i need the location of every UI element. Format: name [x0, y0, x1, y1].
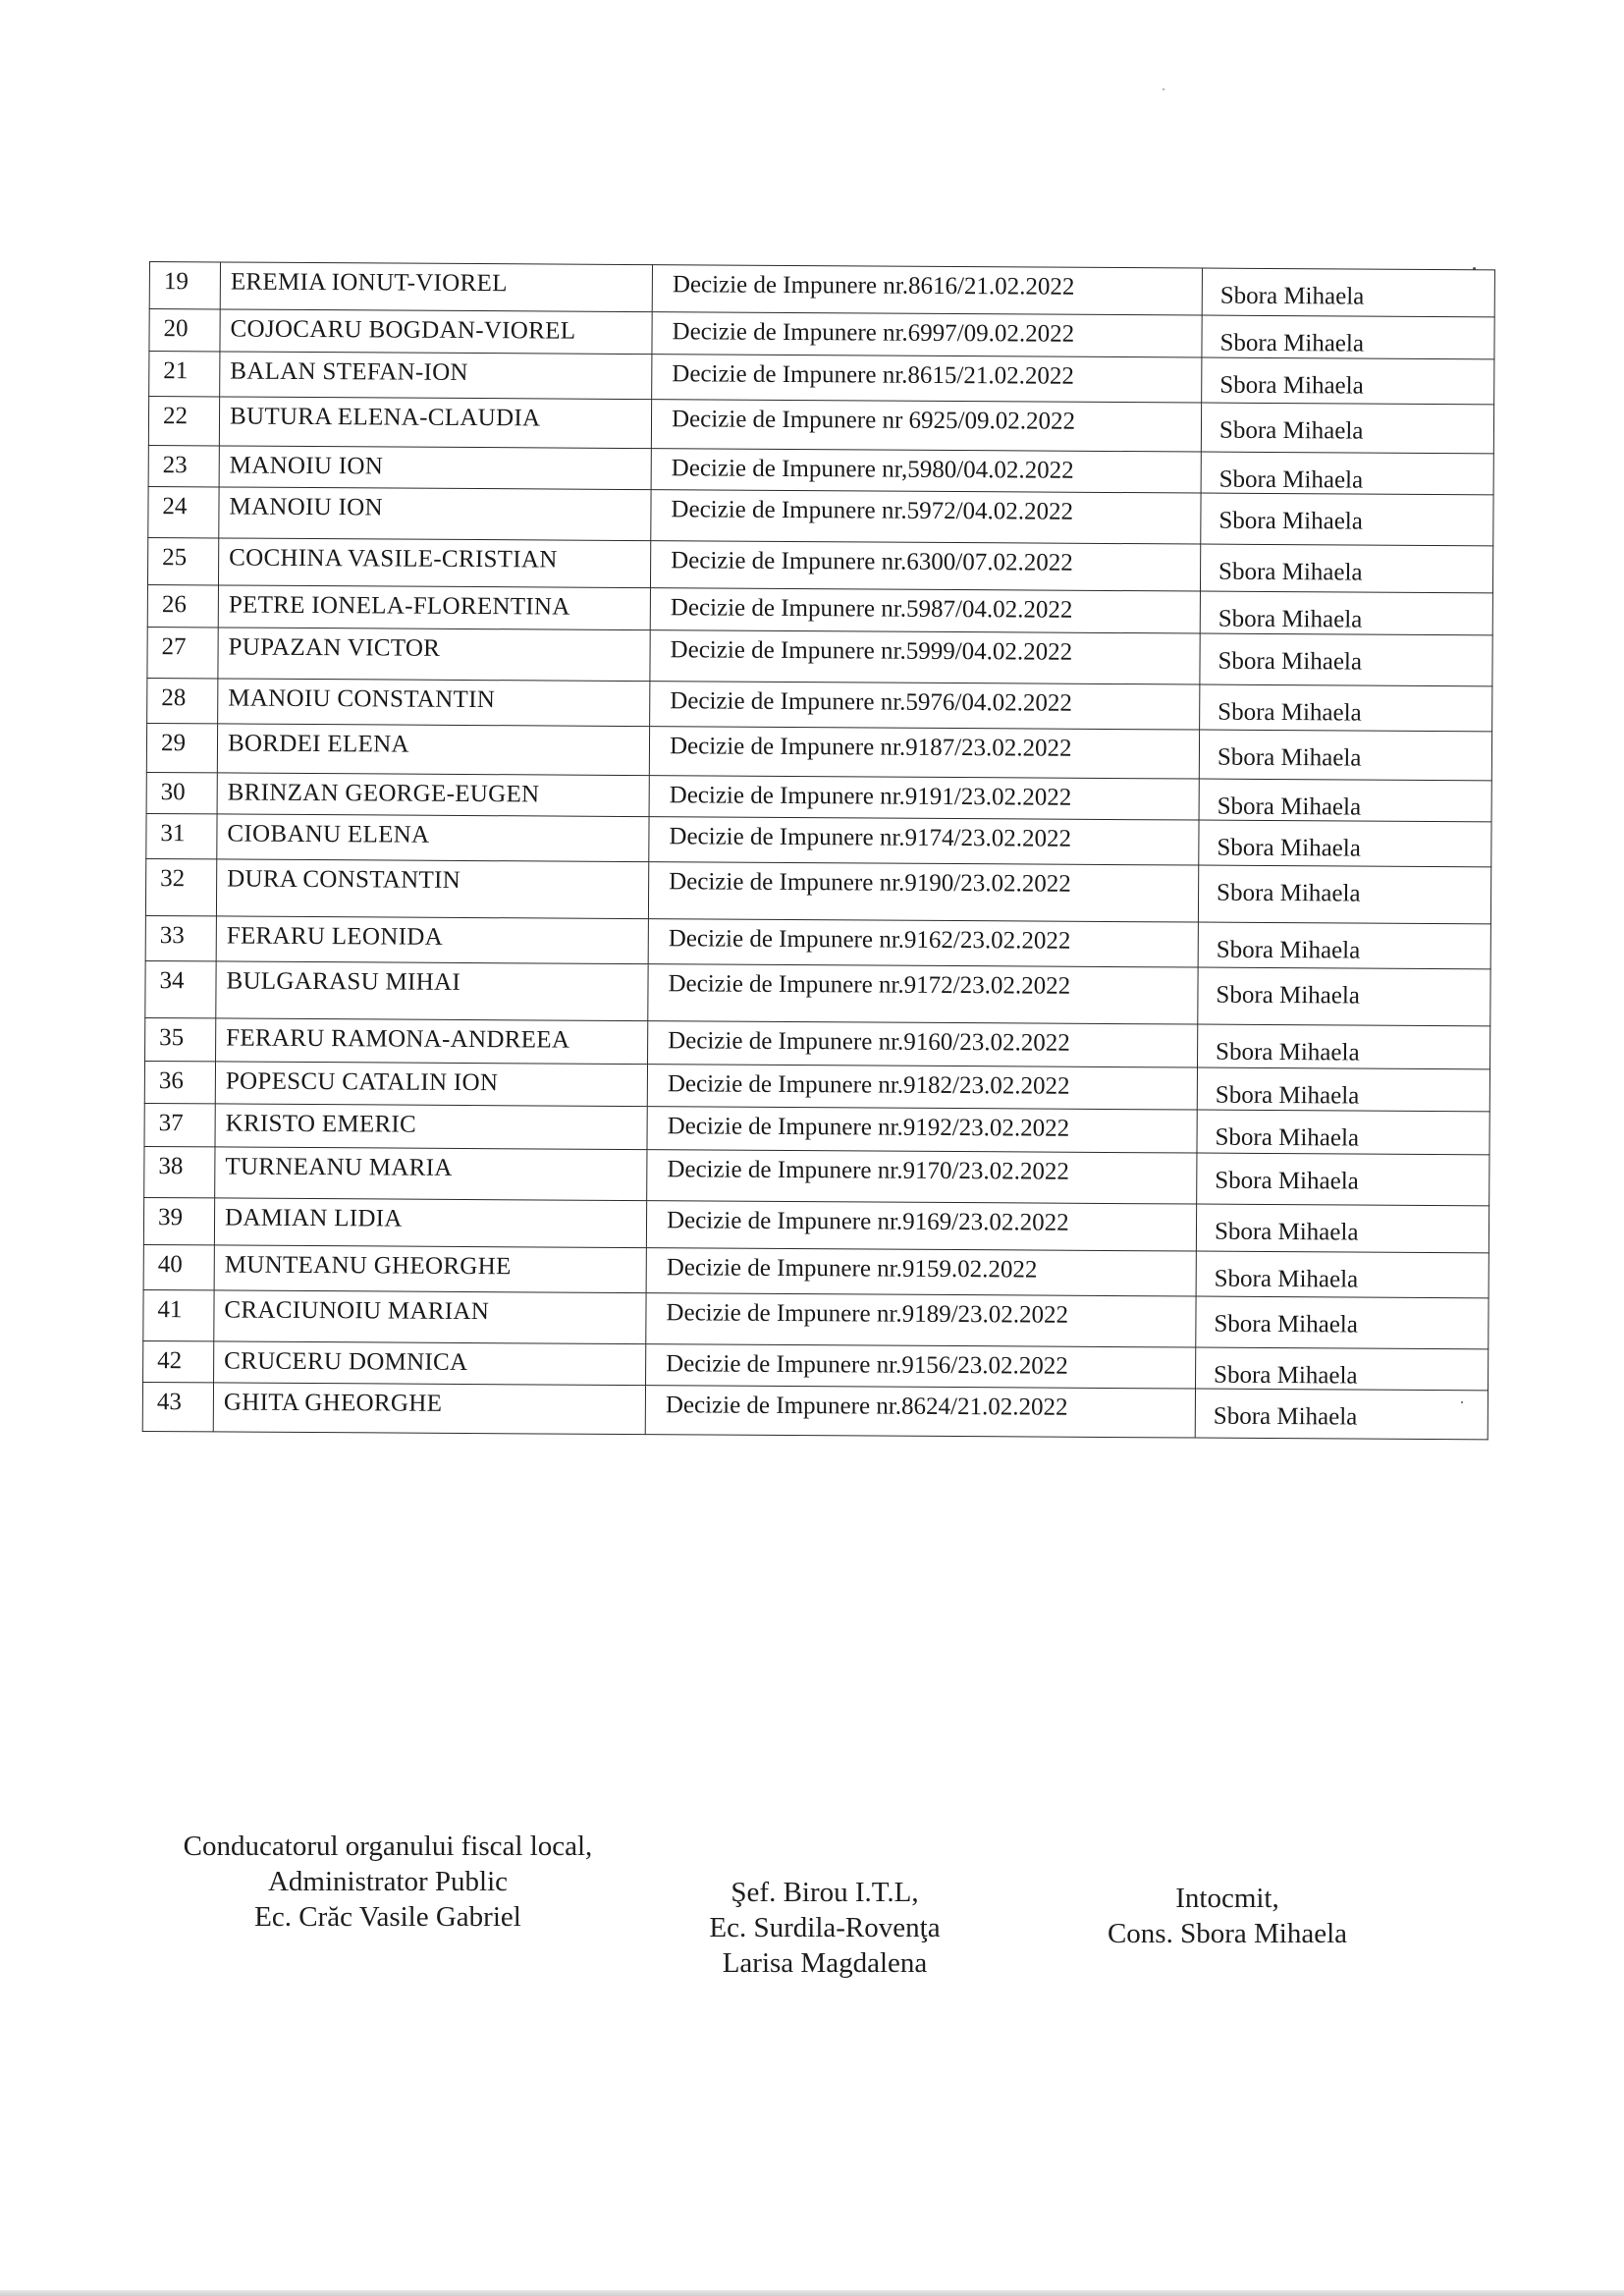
tax-decision-reference: Decizie de Impunere nr.9187/23.02.2022 [649, 726, 1199, 778]
tax-decision-reference: Decizie de Impunere nr.5976/04.02.2022 [650, 681, 1200, 729]
taxpayer-name: COJOCARU BOGDAN-VIOREL [220, 309, 652, 354]
inspector-name: Sbora Mihaela [1197, 1110, 1489, 1155]
tax-decision-reference: Decizie de Impunere nr.5987/04.02.2022 [650, 588, 1200, 633]
taxpayer-name: MUNTEANU GHEORGHE [214, 1244, 646, 1292]
inspector-name: Sbora Mihaela [1202, 268, 1494, 317]
scan-speck [1163, 88, 1164, 90]
taxpayer-name: TURNEANU MARIA [215, 1146, 647, 1200]
row-number: 29 [146, 723, 217, 772]
row-number: 31 [146, 813, 217, 858]
signature-person-name-cont: Larisa Magdalena [722, 1946, 928, 1979]
tax-decision-reference: Decizie de Impunere nr.8616/21.02.2022 [652, 265, 1202, 315]
records-table [142, 261, 1495, 1440]
inspector-name: Sbora Mihaela [1199, 779, 1491, 822]
tax-decision-reference: Decizie de Impunere nr.9182/23.02.2022 [647, 1065, 1197, 1110]
taxpayer-name: MANOIU CONSTANTIN [218, 678, 650, 726]
taxpayer-name: GHITA GHEORGHE [213, 1383, 645, 1435]
inspector-name: Sbora Mihaela [1198, 1024, 1490, 1069]
taxpayer-name: BULGARASU MIHAI [216, 961, 648, 1021]
table-row [147, 627, 1492, 685]
signature-person-name: Ec. Surdila-Rovenţa [709, 1911, 941, 1943]
table-row [147, 678, 1492, 731]
taxpayer-name: COCHINA VASILE-CRISTIAN [218, 538, 650, 588]
row-number: 22 [148, 396, 219, 445]
tax-decision-reference: Decizie de Impunere nr.9191/23.02.2022 [649, 775, 1199, 820]
tax-decision-reference: Decizie de Impunere nr.5972/04.02.2022 [651, 490, 1201, 544]
tax-decision-reference: Decizie de Impunere nr.5999/04.02.2022 [650, 629, 1200, 683]
inspector-name: Sbora Mihaela [1198, 922, 1490, 969]
table-row [145, 858, 1490, 923]
row-number: 23 [148, 445, 219, 487]
table-row [143, 1197, 1489, 1252]
taxpayer-name: KRISTO EMERIC [215, 1103, 647, 1149]
taxpayer-name: DURA CONSTANTIN [216, 859, 648, 919]
row-number: 26 [147, 584, 218, 627]
table-row [149, 351, 1494, 404]
table-row [143, 1244, 1489, 1297]
tax-decision-reference: Decizie de Impunere nr.9162/23.02.2022 [648, 919, 1198, 967]
tax-decision-reference: Decizie de Impunere nr.9160/23.02.2022 [648, 1021, 1198, 1067]
taxpayer-name: PUPAZAN VICTOR [218, 627, 650, 681]
signature-block-sef-birou [668, 1876, 982, 1982]
row-number: 32 [145, 858, 216, 915]
row-number: 28 [147, 678, 218, 723]
inspector-name: Sbora Mihaela [1198, 865, 1490, 924]
row-number: 38 [144, 1146, 215, 1197]
signature-title-line: Administrator Public [267, 1865, 509, 1897]
tax-decision-reference: Decizie de Impunere nr.9190/23.02.2022 [648, 862, 1198, 922]
signature-person-name: Cons. Sbora Mihaela [1107, 1917, 1348, 1949]
taxpayer-name: DAMIAN LIDIA [214, 1197, 646, 1247]
table-row [149, 262, 1494, 317]
taxpayer-name: CIOBANU ELENA [217, 814, 649, 862]
table-row [146, 813, 1491, 866]
tax-decision-reference: Decizie de Impunere nr.9172/23.02.2022 [648, 964, 1198, 1024]
inspector-name: Sbora Mihaela [1198, 967, 1490, 1026]
inspector-name: Sbora Mihaela [1196, 1347, 1489, 1391]
taxpayer-name: EREMIA IONUT-VIOREL [220, 262, 652, 312]
inspector-name: Sbora Mihaela [1201, 493, 1493, 546]
taxpayer-name: BRINZAN GEORGE-EUGEN [217, 772, 649, 816]
tax-decision-reference: Decizie de Impunere nr.9189/23.02.2022 [646, 1292, 1196, 1346]
row-number: 33 [145, 915, 216, 960]
row-number: 19 [149, 262, 220, 309]
taxpayer-name: MANOIU ION [219, 487, 651, 541]
inspector-name: Sbora Mihaela [1196, 1204, 1489, 1253]
signature-block-conducator [152, 1830, 623, 1936]
inspector-name: Sbora Mihaela [1196, 1251, 1489, 1298]
tax-decision-reference: Decizie de Impunere nr.6300/07.02.2022 [650, 541, 1200, 591]
table-row [144, 1146, 1489, 1205]
table-row [145, 960, 1490, 1025]
inspector-name: Sbora Mihaela [1197, 1153, 1489, 1206]
table-row [146, 723, 1491, 780]
table-row [148, 486, 1493, 545]
taxpayer-name: POPESCU CATALIN ION [215, 1062, 647, 1106]
tax-decision-reference: Decizie de Impunere nr.9169/23.02.2022 [646, 1200, 1196, 1250]
taxpayer-name: BUTURA ELENA-CLAUDIA [219, 396, 651, 448]
taxpayer-name: CRUCERU DOMNICA [214, 1340, 646, 1385]
taxpayer-name: BALAN STEFAN-ION [220, 351, 652, 399]
signature-person-name: Ec. Crăc Vasile Gabriel [254, 1900, 521, 1933]
inspector-name: Sbora Mihaela [1195, 1389, 1488, 1440]
tax-decision-reference: Decizie de Impunere nr.9159.02.2022 [646, 1247, 1196, 1295]
row-number: 21 [149, 351, 220, 396]
row-number: 42 [143, 1340, 214, 1383]
taxpayer-name: FERARU RAMONA-ANDREEA [216, 1018, 648, 1065]
inspector-name: Sbora Mihaela [1202, 357, 1494, 405]
row-number: 36 [144, 1061, 215, 1103]
inspector-name: Sbora Mihaela [1199, 730, 1491, 781]
inspector-name: Sbora Mihaela [1197, 1067, 1489, 1111]
row-number: 43 [142, 1382, 213, 1431]
inspector-name: Sbora Mihaela [1199, 820, 1491, 867]
table-row [142, 1382, 1488, 1439]
inspector-name: Sbora Mihaela [1200, 591, 1492, 634]
tax-decision-reference: Decizie de Impunere nr 6925/09.02.2022 [651, 399, 1201, 451]
row-number: 40 [143, 1244, 214, 1289]
row-number: 30 [146, 772, 217, 814]
table-row [145, 915, 1490, 968]
tax-decision-reference: Decizie de Impunere nr.9192/23.02.2022 [647, 1106, 1197, 1152]
table-row [143, 1289, 1489, 1348]
inspector-name: Sbora Mihaela [1196, 1296, 1489, 1349]
row-number: 39 [143, 1197, 214, 1244]
inspector-name: Sbora Mihaela [1201, 452, 1493, 495]
inspector-name: Sbora Mihaela [1200, 544, 1492, 593]
scan-bottom-edge [0, 2290, 1624, 2296]
row-number: 24 [148, 486, 219, 537]
inspector-name: Sbora Mihaela [1200, 684, 1492, 732]
signature-block-intocmit [1070, 1882, 1384, 1952]
tax-decision-reference: Decizie de Impunere nr.8615/21.02.2022 [652, 354, 1202, 402]
tax-decision-reference: Decizie de Impunere nr.9156/23.02.2022 [646, 1343, 1196, 1389]
inspector-name: Sbora Mihaela [1200, 633, 1492, 686]
signature-role-line: Conducatorul organului fiscal local, [183, 1831, 593, 1862]
inspector-name: Sbora Mihaela [1202, 315, 1494, 358]
row-number: 35 [145, 1017, 216, 1061]
inspector-name: Sbora Mihaela [1201, 403, 1493, 454]
tax-decision-reference: Decizie de Impunere nr.8624/21.02.2022 [645, 1386, 1195, 1438]
tax-decision-reference: Decizie de Impunere nr,5980/04.02.2022 [651, 448, 1201, 493]
row-number: 34 [145, 960, 216, 1017]
signature-role-line: Intocmit, [1175, 1883, 1279, 1914]
taxpayer-name: PETRE IONELA-FLORENTINA [218, 585, 650, 629]
taxpayer-name: MANOIU ION [219, 445, 651, 489]
tax-decision-reference: Decizie de Impunere nr.9174/23.02.2022 [649, 817, 1199, 865]
table-row [147, 537, 1492, 592]
taxpayer-name: CRACIUNOIU MARIAN [214, 1289, 646, 1343]
row-number: 25 [147, 537, 218, 584]
row-number: 41 [143, 1289, 214, 1340]
table-row [148, 396, 1493, 453]
tax-decision-reference: Decizie de Impunere nr.6997/09.02.2022 [652, 312, 1202, 357]
row-number: 37 [144, 1103, 215, 1146]
signature-role-line: Şef. Birou I.T.L, [731, 1877, 919, 1908]
taxpayer-name: BORDEI ELENA [217, 723, 649, 775]
row-number: 20 [149, 309, 220, 352]
row-number: 27 [147, 627, 218, 678]
taxpayer-name: FERARU LEONIDA [216, 916, 648, 964]
tax-decision-reference: Decizie de Impunere nr.9170/23.02.2022 [647, 1149, 1197, 1203]
records-table-wrapper [142, 261, 1494, 1440]
